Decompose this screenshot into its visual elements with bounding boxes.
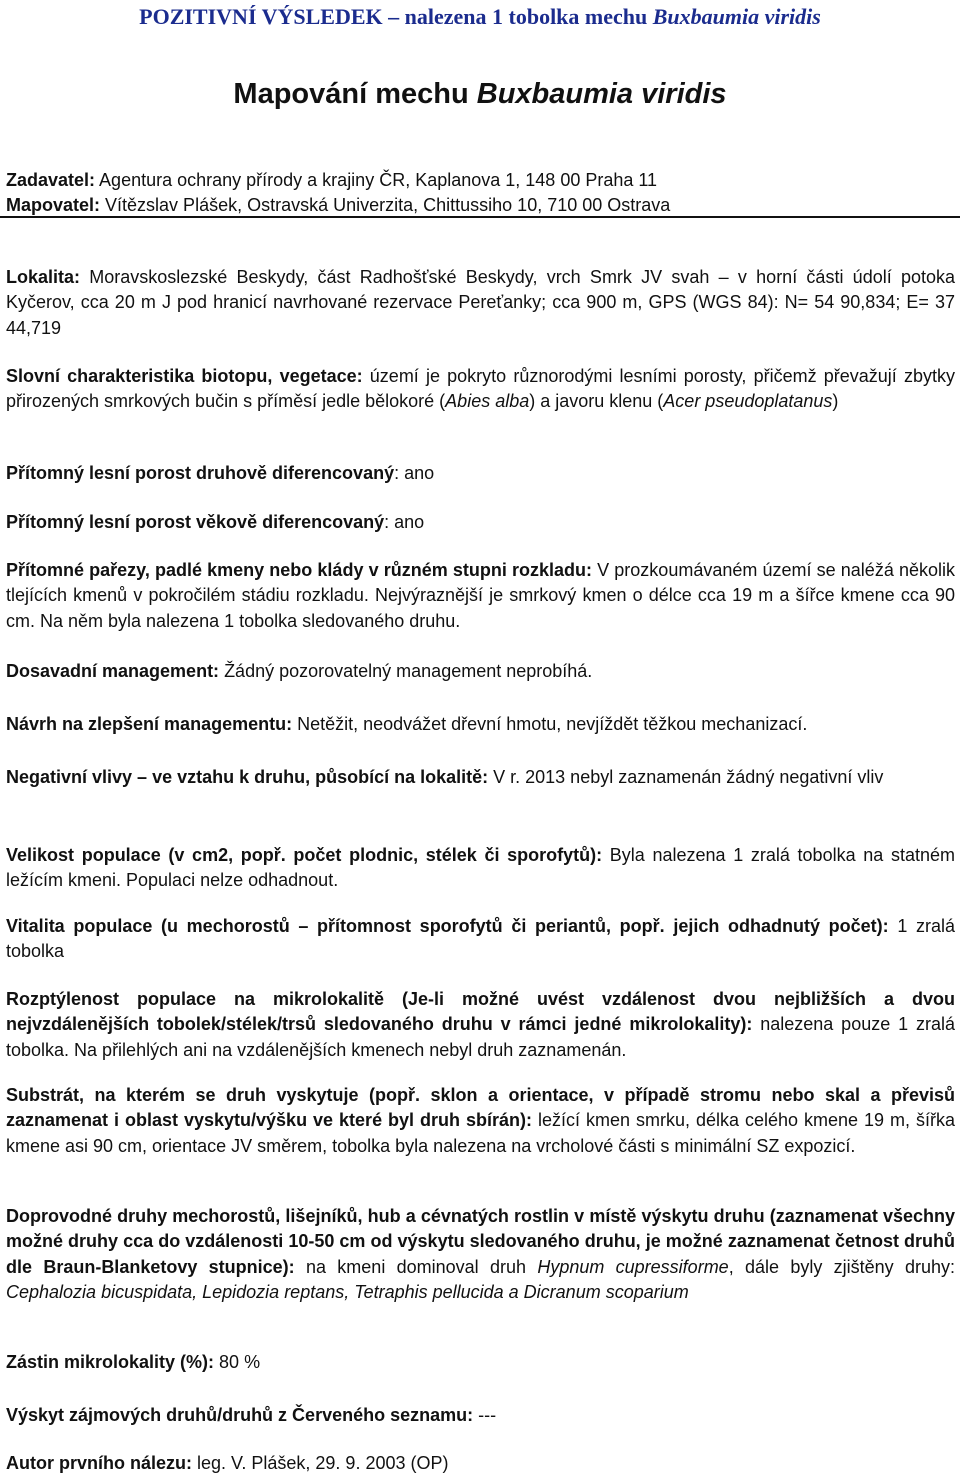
- porost-druhove-value: : ano: [394, 463, 435, 483]
- doprovodne-hypnum: Hypnum cupressiforme: [537, 1256, 729, 1277]
- negativni-label: Negativní vlivy – ve vztahu k druhu, působící na lokalitě:: [6, 767, 489, 787]
- biotop-acer: Acer pseudoplatanus: [663, 391, 833, 412]
- biotop-label: Slovní charakteristika biotopu, vegetace:: [6, 366, 363, 386]
- rozptylenost-value: nalezena pouze 1 zralá tobolka. Na přilehlých ani na vzdálenějších kmenech nebyl druh zaznamenán.: [6, 1014, 956, 1060]
- dosavadni-section: [6, 659, 955, 684]
- parezy-label: Přítomné pařezy, padlé kmeny nebo klády v různém stupni rozkladu:: [6, 560, 593, 580]
- result-text: POZITIVNÍ VÝSLEDEK – nalezena 1 tobolka mechu: [139, 4, 653, 29]
- cerveny-seznam-value: ---: [473, 1405, 497, 1425]
- dosavadni-label: Dosavadní management:: [6, 661, 220, 681]
- navrh-section: [6, 712, 955, 737]
- lokalita-label: Lokalita:: [6, 267, 81, 287]
- porost-vekove-value: : ano: [384, 512, 425, 532]
- title-prefix: Mapování mechu: [233, 78, 477, 110]
- autor-value: leg. V. Plášek, 29. 9. 2003 (OP): [192, 1453, 449, 1473]
- substrat-value: ležící kmen smrku, délka celého kmene 19 m, šířka kmene asi 90 cm, orientace JV směrem, tobolka byla nalezena na vrcholové části s minimální SZ expozicí.: [6, 1110, 955, 1156]
- navrh-value: Netěžit, neodvážet dřevní hmotu, nevjíždět těžkou mechanizací.: [292, 714, 808, 734]
- velikost-label: Velikost populace (v cm2, popř. počet plodnic, stélek či sporofytů):: [6, 845, 603, 865]
- lokalita-section: [6, 265, 955, 341]
- velikost-section: [6, 843, 955, 894]
- parezy-value: V prozkoumávaném území se naléžá několik tlejících kmenů v pokročilém stádiu rozkladu. Nejvýraznější je smrkový kmen o délce cca 19 m a šířce kmene cca 90 cm. Na něm byla nalezena 1 tobolka sledovaného druhu.: [6, 560, 955, 631]
- autor-label: Autor prvního nálezu:: [6, 1453, 192, 1473]
- substrat-section: [6, 1083, 955, 1159]
- velikost-value: Byla nalezena 1 zralá tobolka na statném ležícím kmeni. Populaci nelze odhadnout.: [6, 845, 955, 891]
- mapovatel-value: Vítězslav Plášek, Ostravská Univerzita, Chittussiho 10, 710 00 Ostrava: [100, 195, 671, 215]
- vitalita-label: Vitalita populace (u mechorostů – přítomnost sporofytů či periantů, popř. jejich odhadnutý počet):: [6, 916, 889, 936]
- page-title: [0, 76, 960, 112]
- zastin-section: [6, 1350, 955, 1375]
- doprovodne-label: Doprovodné druhy mechorostů, lišejníků, hub a cévnatých rostlin v místě výskytu druhu (zaznamenat všechny možné druhy cca do vzdálenosti 10-50 cm od výskytu sledovaného druhu, je možné zaznamenat četnost druhů dle Braun-Blanketovy stupnice):: [6, 1206, 955, 1277]
- navrh-label: Návrh na zlepšení managementu:: [6, 714, 293, 734]
- negativni-section: [6, 765, 955, 790]
- mapovatel-row: [6, 193, 954, 218]
- biotop-text-2: ) a javoru klenu (: [529, 391, 664, 412]
- dosavadni-value: Žádný pozorovatelný management neprobíhá.: [219, 661, 593, 681]
- parezy-section: [6, 558, 955, 634]
- porost-druhove-label: Přítomný lesní porost druhově diferencovaný: [6, 463, 395, 483]
- substrat-label: Substrát, na kterém se druh vyskytuje (popř. sklon a orientace, v případě stromu nebo skal a převisů zaznamenat i oblast vyskytu/výšku ve které byl druh sbírán):: [6, 1085, 955, 1131]
- autor-section: [6, 1451, 955, 1476]
- doprovodne-text-1: na kmeni dominoval druh: [294, 1256, 538, 1277]
- zastin-label: Zástin mikrolokality (%):: [6, 1352, 215, 1372]
- doprovodne-text-2: , dále byly zjištěny druhy:: [728, 1256, 956, 1277]
- result-header: [0, 2, 960, 32]
- cerveny-seznam-section: [6, 1403, 955, 1428]
- zadavatel-label: Zadavatel:: [6, 170, 96, 190]
- result-species: Buxbaumia viridis: [652, 4, 821, 29]
- doprovodne-section: [6, 1204, 955, 1306]
- biotop-section: [6, 364, 955, 415]
- biotop-text-3: ): [832, 391, 839, 412]
- biotop-abies: Abies alba: [445, 391, 530, 412]
- zadavatel-row: [6, 168, 954, 193]
- rozptylenost-label: Rozptýlenost populace na mikrolokalitě (Je-li možné uvést vzdálenost dvou nejbližších a dvou nejvzdálenějších tobolek/stélek/trsů sledovaného druhu v rámci jedné mikrolokality):: [6, 989, 955, 1035]
- doprovodne-species-list: Cephalozia bicuspidata, Lepidozia reptans, Tetraphis pellucida a Dicranum scoparium: [6, 1282, 689, 1303]
- lokalita-value: Moravskoslezské Beskydy, část Radhošťské Beskydy, vrch Smrk JV svah – v horní části údolí potoka Kyčerov, cca 20 m J pod hranicí navrhované rezervace Pereťanky; cca 900 m, GPS (WGS 84): N= 54 90,834; E= 37 44,719: [6, 267, 955, 338]
- divider: [0, 216, 960, 218]
- negativni-value: V r. 2013 nebyl zaznamenán žádný negativní vliv: [488, 767, 884, 787]
- zastin-value: 80 %: [214, 1352, 261, 1372]
- cerveny-seznam-label: Výskyt zájmových druhů/druhů z Červeného seznamu:: [6, 1405, 474, 1425]
- vitalita-section: [6, 914, 955, 965]
- porost-druhove-section: [6, 461, 955, 486]
- biotop-text-1: území je pokryto různorodými lesními porosty, přičemž převažují zbytky přirozených smrkových bučin s příměsí jedle bělokoré (: [6, 366, 955, 412]
- porost-vekove-section: [6, 510, 955, 535]
- vitalita-value: 1 zralá tobolka: [6, 916, 956, 962]
- rozptylenost-section: [6, 987, 955, 1063]
- zadavatel-value: Agentura ochrany přírody a krajiny ČR, Kaplanova 1, 148 00 Praha 11: [95, 170, 658, 190]
- porost-vekove-label: Přítomný lesní porost věkově diferencovaný: [6, 512, 385, 532]
- title-species: Buxbaumia viridis: [476, 78, 727, 110]
- mapovatel-label: Mapovatel:: [6, 195, 101, 215]
